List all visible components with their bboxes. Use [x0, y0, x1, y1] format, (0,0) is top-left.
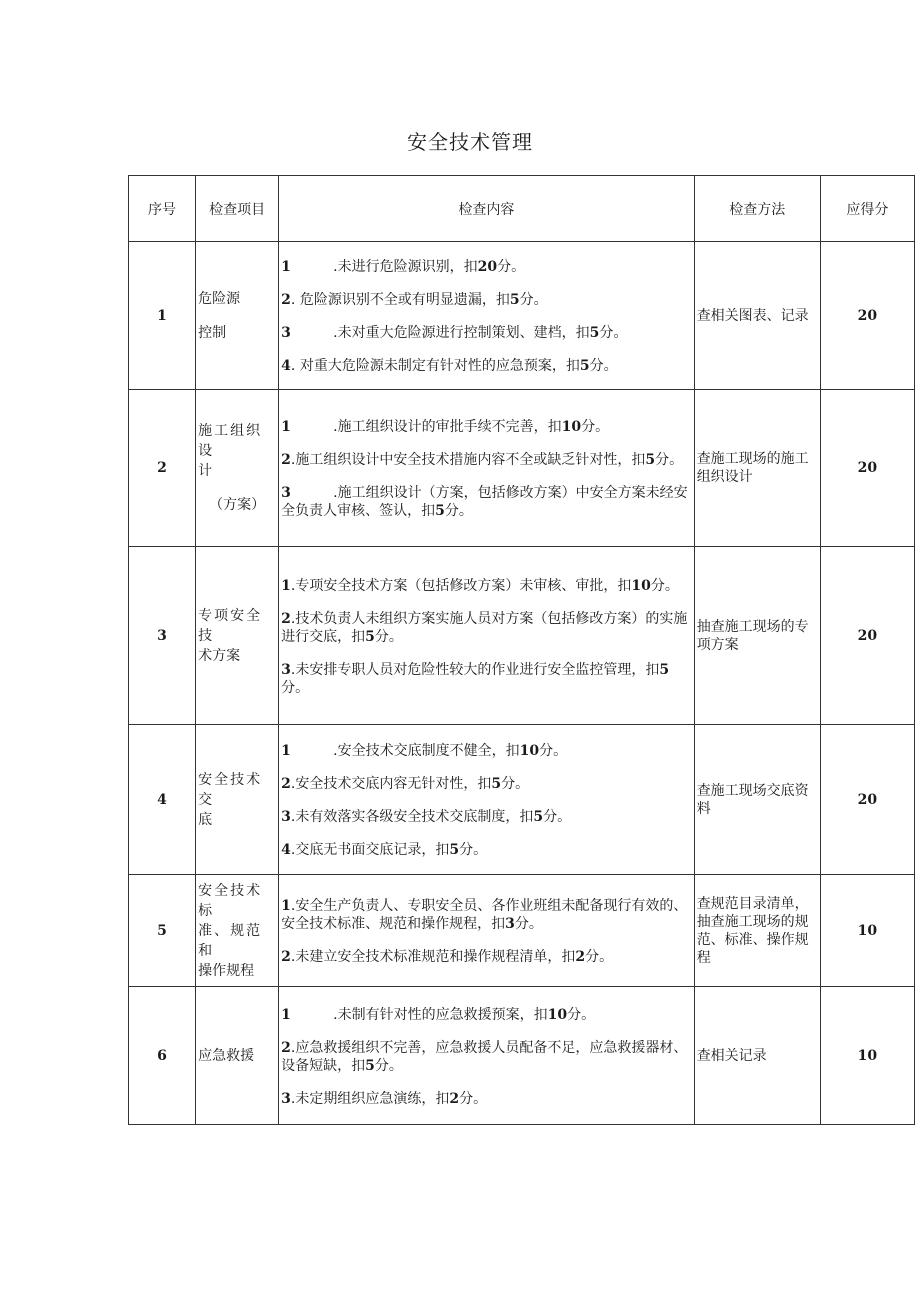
content-line: 2.技术负责人未组织方案实施人员对方案（包括修改方案）的实施进行交底，扣5分。	[281, 610, 688, 645]
table-row	[129, 390, 915, 547]
row-content	[279, 242, 695, 390]
item-line: 安全技术标	[198, 882, 263, 919]
row-seq: 2	[129, 390, 196, 547]
row-seq: 4	[129, 725, 196, 875]
row-method: 查相关图表、记录	[694, 242, 820, 390]
row-method: 查施工现场交底资料	[694, 725, 820, 875]
content-line: 2.未建立安全技术标准规范和操作规程清单，扣2分。	[281, 949, 614, 965]
content-line: 4. 对重大危险源未制定有针对性的应急预案，扣5分。	[281, 358, 618, 374]
table-row	[129, 547, 915, 725]
content-line: 1 .未进行危险源识别，扣20分。	[281, 259, 526, 275]
content-line: 3 .施工组织设计（方案，包括修改方案）中安全方案未经安全负责人审核、签认，扣5分。	[281, 485, 688, 519]
item-line: 术方案	[198, 647, 241, 664]
content-line: 1 .未制有针对性的应急救援预案，扣10分。	[281, 1006, 596, 1023]
content-line: 2.施工组织设计中安全技术措施内容不全或缺乏针对性，扣5分。	[281, 452, 684, 468]
row-item	[196, 725, 279, 875]
row-seq: 3	[129, 547, 196, 725]
page-title: 安全技术管理	[407, 130, 533, 154]
header-method: 检查方法	[694, 176, 820, 242]
row-score: 10	[820, 987, 914, 1125]
item-line: 应急救援	[198, 1047, 255, 1064]
content-line: 3.未定期组织应急演练，扣2分。	[281, 1090, 488, 1107]
header-content: 检查内容	[279, 176, 695, 242]
content-line: 4.交底无书面交底记录，扣5分。	[281, 842, 488, 858]
item-line: 安全技术交	[198, 771, 263, 808]
row-seq: 6	[129, 987, 196, 1125]
table-row	[129, 242, 915, 390]
table-header-row	[129, 176, 915, 242]
item-line: 专项安全技	[198, 607, 263, 644]
row-score: 20	[820, 725, 914, 875]
row-seq: 1	[129, 242, 196, 390]
header-item: 检查项目	[196, 176, 279, 242]
row-method: 查规范目录清单，抽查施工现场的规范、标准、操作规程	[694, 875, 820, 987]
content-line: 3 .未对重大危险源进行控制策划、建档，扣5分。	[281, 325, 628, 341]
row-score: 10	[820, 875, 914, 987]
item-line: 操作规程	[198, 962, 255, 979]
content-line: 1.专项安全技术方案（包括修改方案）未审核、审批，扣10分。	[281, 577, 679, 594]
item-line: 底	[198, 811, 213, 828]
table-row	[129, 875, 915, 987]
row-method: 查相关记录	[694, 987, 820, 1125]
header-seq: 序号	[129, 176, 196, 242]
content-line: 1 .安全技术交底制度不健全，扣10分。	[281, 743, 568, 759]
row-content	[279, 390, 695, 547]
content-line: 1.安全生产负责人、专职安全员、各作业班组未配备现行有效的、安全技术标准、规范和操作规程，扣3分。	[281, 898, 688, 932]
row-method: 查施工现场的施工组织设计	[694, 390, 820, 547]
content-line: 3.未有效落实各级安全技术交底制度，扣5分。	[281, 809, 572, 825]
row-seq: 5	[129, 875, 196, 987]
content-line: 3.未安排专职人员对危险性较大的作业进行安全监控管理，扣5分。	[281, 661, 670, 696]
item-line: 施工组织设	[198, 423, 263, 459]
header-score: 应得分	[820, 176, 914, 242]
row-item	[196, 987, 279, 1125]
row-content	[279, 547, 695, 725]
row-score: 20	[820, 547, 914, 725]
row-item	[196, 242, 279, 390]
item-line: 控制	[198, 324, 227, 341]
row-score: 20	[820, 390, 914, 547]
content-line: 1 .施工组织设计的审批手续不完善，扣10分。	[281, 419, 610, 435]
table-row	[129, 725, 915, 875]
row-item	[196, 390, 279, 547]
row-content	[279, 987, 695, 1125]
row-content	[279, 875, 695, 987]
item-line: 危险源	[198, 290, 241, 307]
table-row	[129, 987, 915, 1125]
row-item	[196, 547, 279, 725]
content-line: 2.应急救援组织不完善，应急救援人员配备不足，应急救援器材、设备短缺，扣5分。	[281, 1039, 688, 1074]
content-line: 2.安全技术交底内容无针对性，扣5分。	[281, 776, 530, 792]
row-content	[279, 725, 695, 875]
row-method: 抽查施工现场的专项方案	[694, 547, 820, 725]
content-line: 2. 危险源识别不全或有明显遗漏，扣5分。	[281, 292, 548, 308]
item-line: （方案）	[209, 497, 266, 513]
item-line: 计	[198, 463, 213, 479]
row-item	[196, 875, 279, 987]
row-score: 20	[820, 242, 914, 390]
item-line: 准、规范和	[198, 922, 263, 959]
check-table	[128, 175, 915, 1125]
